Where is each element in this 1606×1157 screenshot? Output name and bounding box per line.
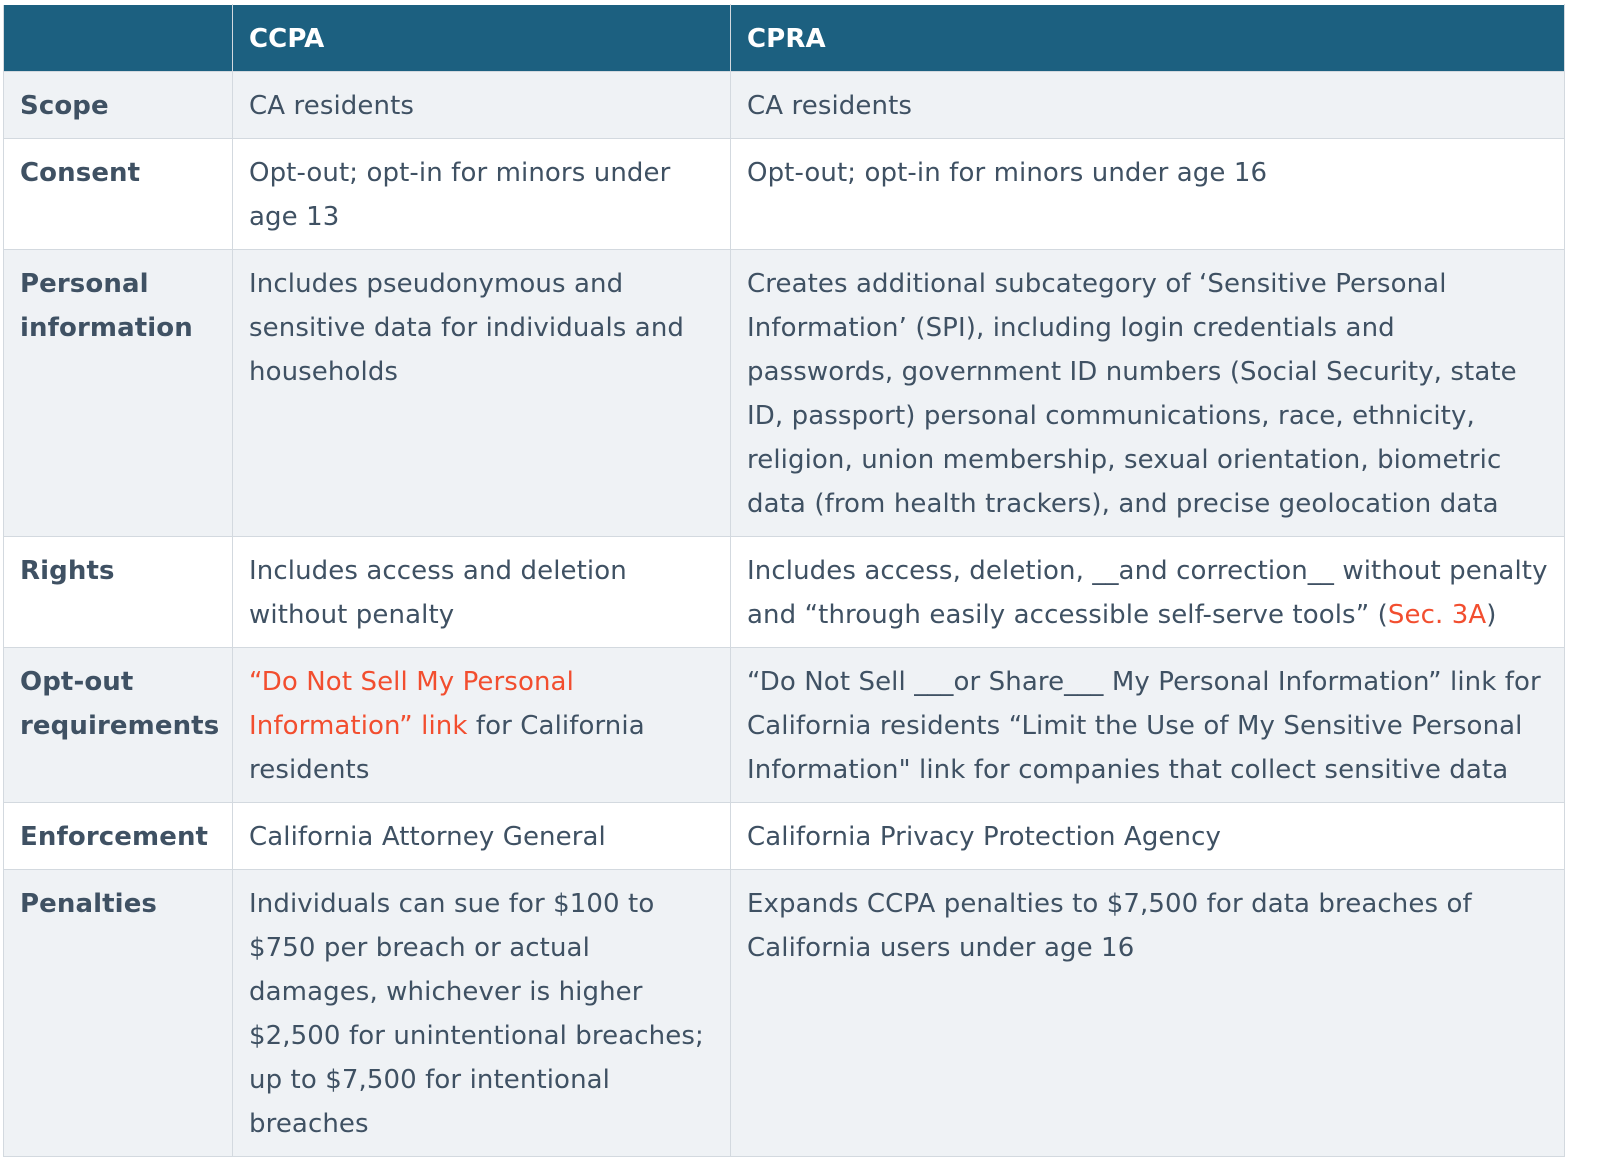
comparison-table-container	[3, 4, 1564, 1157]
row-label-rights: Rights	[4, 537, 233, 648]
cell-cpra-opt-out-requirements: “Do Not Sell ___or Share___ My Personal Information” link for California residents “Limit the Use of My Sensitive Personal Information" link for companies that collect sensitive data	[731, 648, 1565, 803]
table-row-penalties	[4, 870, 1565, 1157]
cell-cpra-personal-information: Creates additional subcategory of ‘Sensitive Personal Information’ (SPI), including login credentials and passwords, government ID numbers (Social Security, state ID, passport) personal communications, race, ethnicity, religion, union membership, sexual orientation, biometric data (from health trackers), and precise geolocation data	[731, 250, 1565, 537]
cell-cpra-consent: Opt-out; opt-in for minors under age 16	[731, 139, 1565, 250]
row-label-enforcement: Enforcement	[4, 803, 233, 870]
cell-cpra-penalties: Expands CCPA penalties to $7,500 for data breaches of California users under age 16	[731, 870, 1565, 1157]
cell-cpra-rights	[731, 537, 1565, 648]
table-row-enforcement	[4, 803, 1565, 870]
row-label-penalties: Penalties	[4, 870, 233, 1157]
ccpa-cpra-comparison-table	[3, 4, 1565, 1157]
cell-cpra-scope: CA residents	[731, 72, 1565, 139]
row-label-consent: Consent	[4, 139, 233, 250]
row-label-opt-out-requirements: Opt-out requirements	[4, 648, 233, 803]
cpra-rights-text: Includes access, deletion, __and correction__ without penalty and “through easily accessible self-serve tools” (	[747, 556, 1548, 630]
header-cpra: CPRA	[731, 5, 1565, 72]
cell-ccpa-consent: Opt-out; opt-in for minors under age 13	[233, 139, 731, 250]
cell-ccpa-penalties: Individuals can sue for $100 to $750 per breach or actual damages, whichever is higher $2,500 for unintentional breaches; up to $7,500 for intentional breaches	[233, 870, 731, 1157]
table-header-row	[4, 5, 1565, 72]
table-row-opt-out-requirements	[4, 648, 1565, 803]
row-label-personal-information: Personal information	[4, 250, 233, 537]
cell-cpra-enforcement: California Privacy Protection Agency	[731, 803, 1565, 870]
table-row-scope	[4, 72, 1565, 139]
table-row-consent	[4, 139, 1565, 250]
header-ccpa: CCPA	[233, 5, 731, 72]
cpra-rights-text-end: )	[1486, 600, 1497, 630]
table-row-rights	[4, 537, 1565, 648]
cell-ccpa-personal-information: Includes pseudonymous and sensitive data for individuals and households	[233, 250, 731, 537]
do-not-sell-link[interactable]: “Do Not Sell My Personal Information” link	[249, 667, 574, 741]
cell-ccpa-scope: CA residents	[233, 72, 731, 139]
ccpa-opt-out-text: for California residents	[249, 711, 645, 785]
cell-ccpa-enforcement: California Attorney General	[233, 803, 731, 870]
header-corner-cell	[4, 5, 233, 72]
cell-ccpa-opt-out-requirements	[233, 648, 731, 803]
sec-3a-link[interactable]: Sec. 3A	[1387, 600, 1487, 630]
cell-ccpa-rights: Includes access and deletion without penalty	[233, 537, 731, 648]
row-label-scope: Scope	[4, 72, 233, 139]
table-row-personal-information	[4, 250, 1565, 537]
